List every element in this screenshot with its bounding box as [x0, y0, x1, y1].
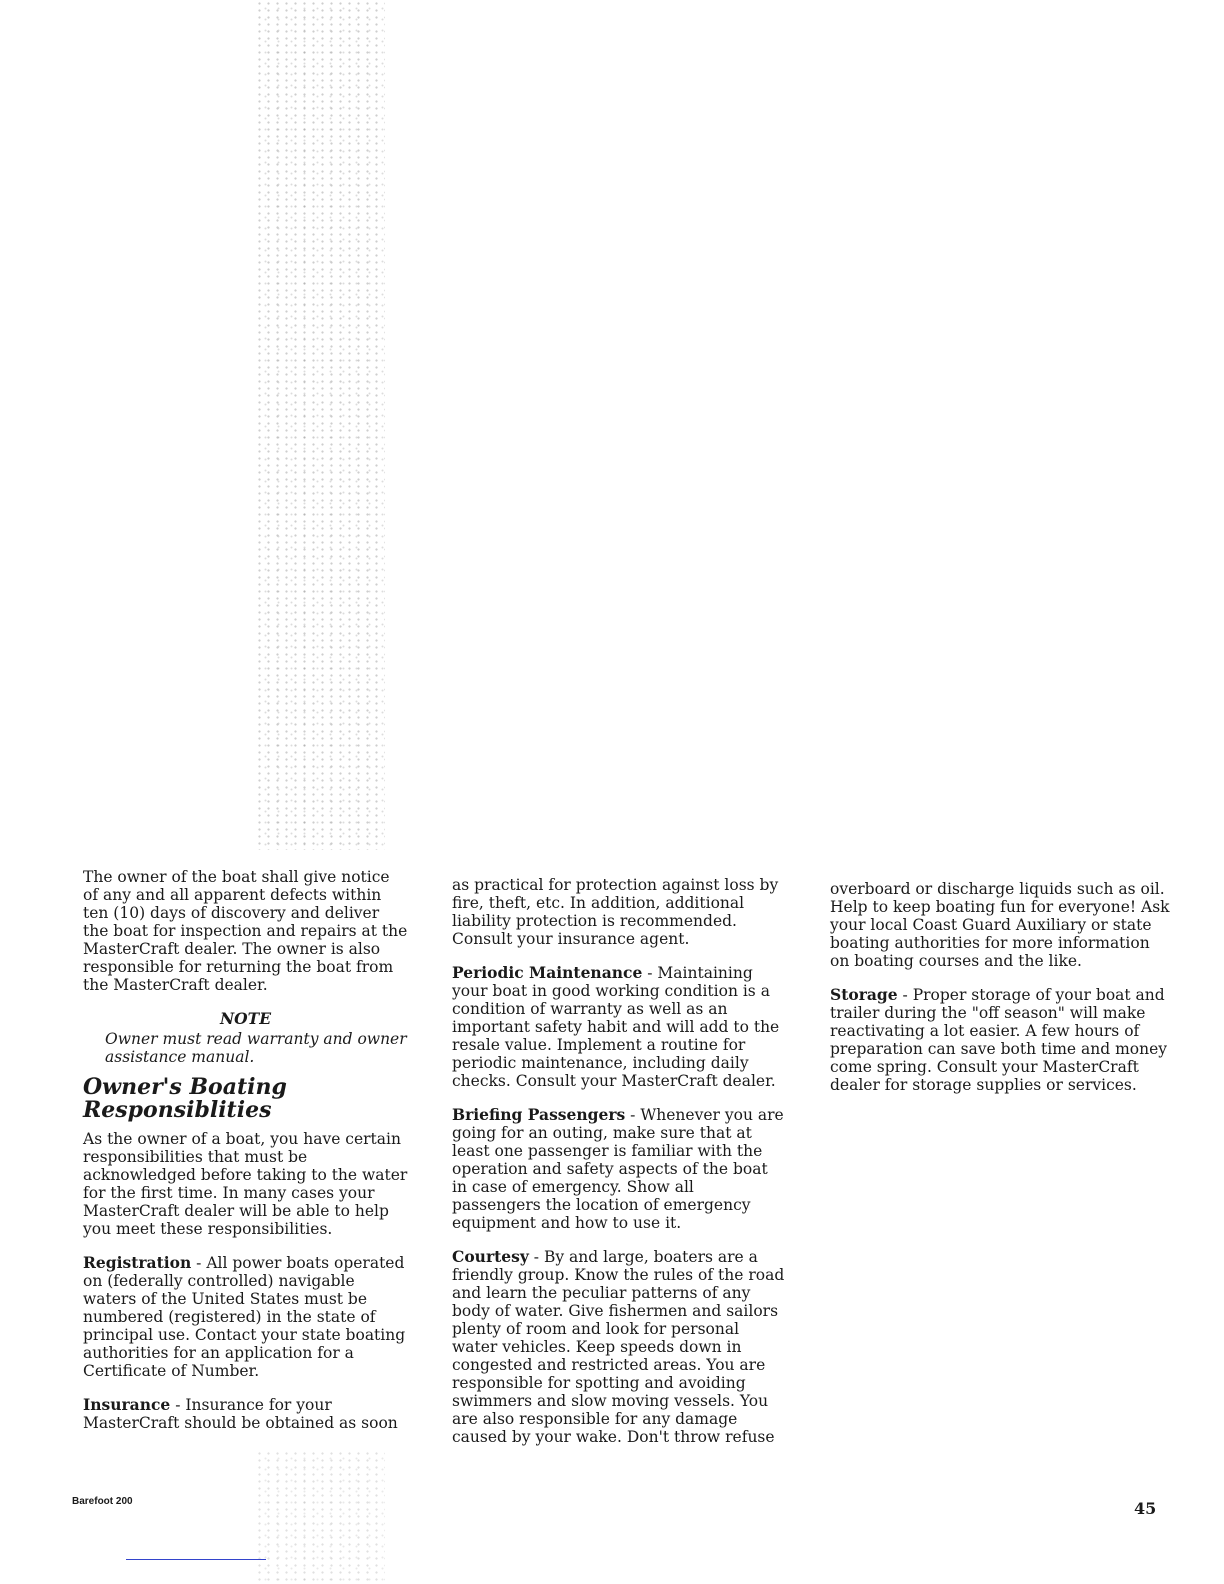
courtesy-paragraph	[452, 1248, 787, 1446]
storage-paragraph	[830, 986, 1170, 1094]
maintenance-term: Periodic Maintenance	[452, 963, 643, 982]
scan-noise-top	[255, 0, 385, 850]
footer-rule	[126, 1559, 266, 1560]
registration-text: - All power boats operated on (federally controlled) navigable waters of the United States must be numbered (registered) in the state of principal use. Contact your state boating authorities for an application for a Certificate of Number.	[83, 1254, 406, 1380]
note-heading: NOTE	[219, 1009, 272, 1028]
column-3	[830, 880, 1170, 1110]
registration-term: Registration	[83, 1253, 192, 1272]
insurance-continued: as practical for protection against loss by fire, theft, etc. In addition, additional liability protection is recommended. Consult your insurance agent.	[452, 876, 779, 948]
storage-text: - Proper storage of your boat and trailer during the "off season" will make reactivating a lot easier. A few hours of preparation can save both time and money come spring. Consult your MasterCraft dealer for storage supplies or services.	[830, 986, 1168, 1094]
column-1	[83, 868, 408, 1448]
footer-model-name: Barefoot 200	[72, 1496, 133, 1507]
insurance-paragraph	[83, 1396, 408, 1432]
maintenance-paragraph	[452, 964, 787, 1090]
section-title: Owner's Boating Responsiblities	[83, 1074, 287, 1123]
courtesy-term: Courtesy	[452, 1247, 529, 1266]
courtesy-text: - By and large, boaters are a friendly group. Know the rules of the road and learn the peculiar patterns of any body of water. Give fishermen and sailors plenty of room and look for personal water vehicles. Keep speeds down in congested and restricted areas. You are responsible for spotting and avoiding swimmers and slow moving vessels. You are also responsible for any damage caused by your wake. Don't throw refuse	[452, 1248, 785, 1446]
insurance-text: - Insurance for your MasterCraft should be obtained as soon	[83, 1396, 398, 1432]
insurance-term: Insurance	[83, 1395, 171, 1414]
responsibilities-intro: As the owner of a boat, you have certain responsibilities that must be acknowledged before taking to the water for the first time. In many cases your MasterCraft dealer will be able to help you meet these responsibilities.	[83, 1130, 408, 1238]
briefing-paragraph	[452, 1106, 787, 1232]
note-text: Owner must read warranty and owner assistance manual.	[105, 1030, 407, 1066]
page-number: 45	[1134, 1499, 1157, 1518]
scan-noise-bottom	[255, 1450, 385, 1584]
courtesy-continued: overboard or discharge liquids such as oil. Help to keep boating fun for everyone! Ask your local Coast Guard Auxiliary or state boating authorities for more information on boating courses and the like.	[830, 880, 1170, 970]
storage-term: Storage	[830, 985, 898, 1004]
briefing-term: Briefing Passengers	[452, 1105, 626, 1124]
maintenance-text: - Maintaining your boat in good working condition is a condition of warranty as well as an important safety habit and will add to the resale value. Implement a routine for periodic maintenance, including daily checks. Consult your MasterCraft dealer.	[452, 964, 780, 1090]
defects-notice-paragraph: The owner of the boat shall give notice of any and all apparent defects within ten (10) days of discovery and deliver the boat for inspection and repairs at the MasterCraft dealer. The owner is also responsible for returning the boat from the MasterCraft dealer.	[83, 868, 408, 994]
column-2	[452, 876, 787, 1462]
registration-paragraph	[83, 1254, 408, 1380]
briefing-text: - Whenever you are going for an outing, make sure that at least one passenger is familiar with the operation and safety aspects of the boat in case of emergency. Show all passengers the location of emergency equipment and how to use it.	[452, 1106, 784, 1232]
